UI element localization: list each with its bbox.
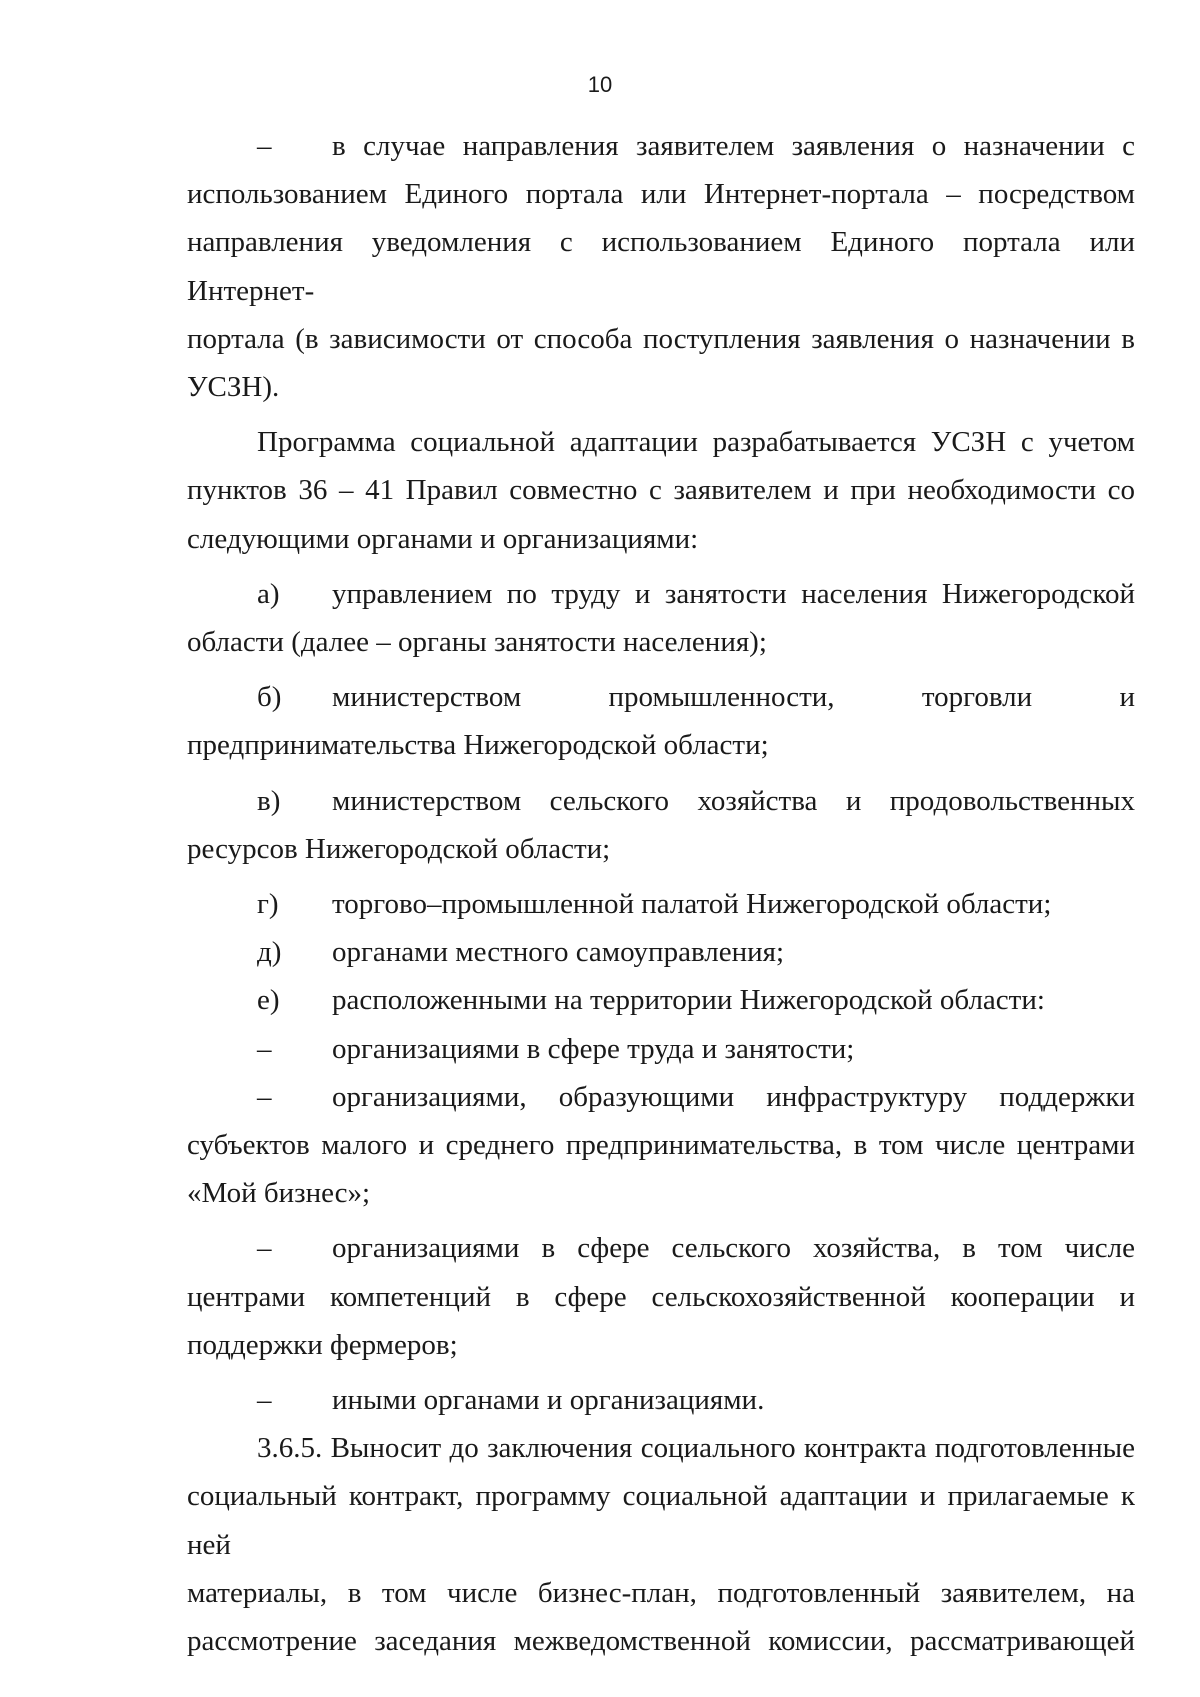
text-line [187,928,1135,976]
line-text: торгово–промышленной палатой Нижегородской области; [332,888,1052,921]
line-text: организациями, образующими инфраструктуру поддержки [332,1080,1135,1113]
text-line [187,1025,1135,1073]
line-text: предпринимательства Нижегородской области; [187,729,769,762]
line-text: социальный контракт, программу социальной адаптации и прилагаемые к ней [187,1480,1135,1561]
text-line [187,122,1135,170]
line-text: рассмотрение заседания межведомственной комиссии, рассматривающей [187,1625,1135,1658]
text-line [187,721,1135,769]
line-text: 3.6.5. Выносит до заключения социального контракта подготовленные [257,1432,1135,1465]
line-text: «Мой бизнес»; [187,1177,371,1210]
list-marker: – [257,130,272,162]
line-text: органами местного самоуправления; [332,936,785,969]
text-line [187,418,1135,466]
line-text: организациями в сфере сельского хозяйства, в том числе [332,1232,1135,1265]
list-marker: – [257,1032,272,1065]
text-line [187,1073,1135,1121]
line-text: центрами компетенций в сфере сельскохозяйственной кооперации и [187,1280,1135,1313]
line-text: ресурсов Нижегородской области; [187,832,611,865]
page-number: 10 [587,72,613,97]
text-line [187,1121,1135,1169]
list-marker: а) [257,577,280,610]
text-line [187,1321,1135,1369]
text-line [187,1224,1135,1272]
line-text: управлением по труду и занятости населения Нижегородской [332,577,1135,610]
document-body [187,122,1135,1665]
text-line [187,315,1135,363]
line-text: министерством сельского хозяйства и продовольственных [332,784,1135,817]
text-line [187,1424,1135,1472]
line-text: субъектов малого и среднего предпринимательства, в том числе центрами [187,1129,1135,1162]
text-line [187,570,1135,618]
line-text: области (далее – органы занятости населения); [187,626,767,659]
text-line [187,976,1135,1024]
text-line [187,466,1135,514]
list-marker: е) [257,984,280,1017]
line-text: использованием Единого портала или Интернет-портала – посредством [187,178,1135,211]
text-line [187,777,1135,825]
line-text: расположенными на территории Нижегородской области: [332,984,1045,1017]
text-line [187,880,1135,928]
text-line [187,218,1135,314]
text-line [187,515,1135,563]
list-marker: д) [257,936,282,969]
list-marker: г) [257,888,279,921]
line-text: Программа социальной адаптации разрабатывается УСЗН с учетом [257,426,1135,459]
text-line [187,1617,1135,1665]
text-line [187,1376,1135,1424]
text-line [187,1472,1135,1568]
line-text: поддержки фермеров; [187,1328,458,1361]
line-text: иными органами и организациями. [332,1384,765,1417]
line-text: материалы, в том числе бизнес-план, подготовленный заявителем, на [187,1576,1135,1609]
line-text: следующими органами и организациями: [187,522,699,555]
text-line [187,1569,1135,1617]
text-line [187,618,1135,666]
text-line [187,825,1135,873]
list-marker: – [257,1080,272,1113]
text-line [187,1273,1135,1321]
text-line [187,363,1135,411]
list-marker: в) [257,784,281,817]
list-marker: – [257,1232,272,1265]
line-text: пунктов 36 – 41 Правил совместно с заявителем и при необходимости со [187,474,1135,507]
list-marker: б) [257,681,282,714]
text-line [187,1169,1135,1217]
line-text: организациями в сфере труда и занятости; [332,1032,855,1065]
line-text: министерством промышленности, торговли и [332,681,1135,714]
line-text: в случае направления заявителем заявления о назначении с [332,130,1135,162]
line-text: УСЗН). [187,371,280,404]
line-text: портала (в зависимости от способа поступления заявления о назначении в [187,322,1135,355]
text-line [187,673,1135,721]
line-text: направления уведомления с использованием Единого портала или Интернет- [187,226,1135,307]
text-line [187,170,1135,218]
list-marker: – [257,1384,272,1417]
